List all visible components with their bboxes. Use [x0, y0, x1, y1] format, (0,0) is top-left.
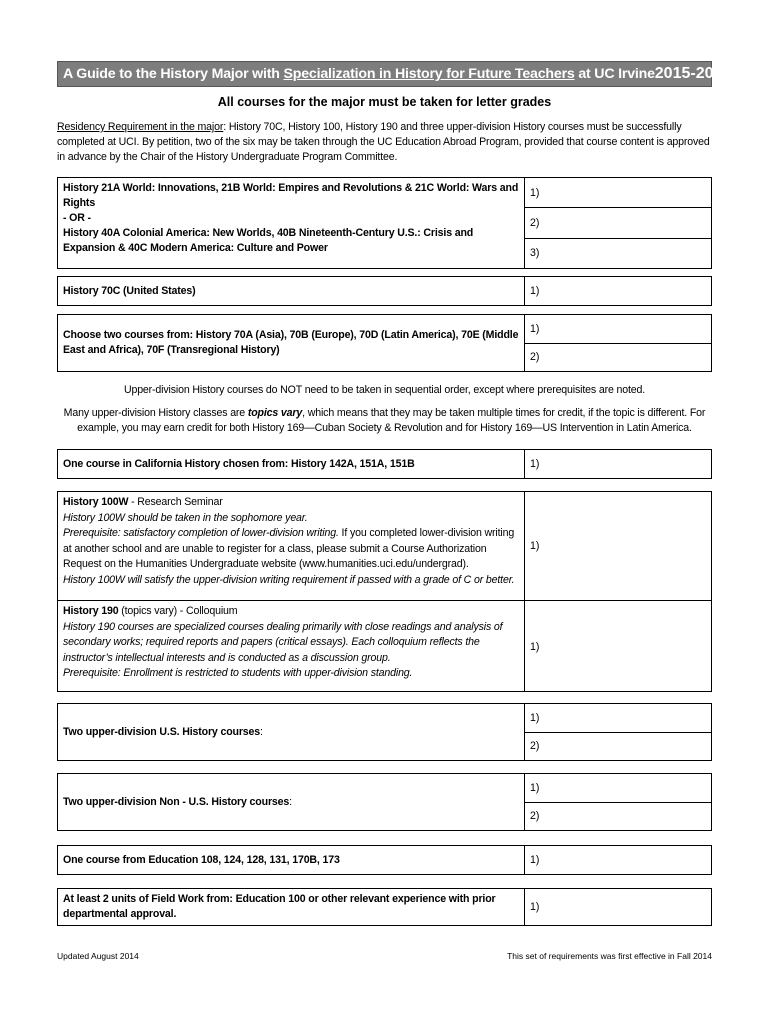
seminar-colloquium-box: [57, 491, 712, 692]
entry-slot: 1): [530, 458, 540, 470]
history-70-choice-text: Choose two courses from: History 70A (Asia), 70B (Europe), 70D (Latin America), 70E (Middle East and Africa), 70F (Transregional History): [58, 315, 525, 371]
california-history-text: One course in California History chosen from: History 142A, 151A, 151B: [58, 450, 525, 478]
history-190-details: History 190 (topics vary) - Colloquium History 190 courses are specialized courses dealing primarily with close readings and analysis of secondary works; required reports and papers (critical essays). Each colloquium reflects the instructor’s intellectual interests and is conducted as a discussion group. Prerequisite: Enrollment is restricted to students with upper-division standing.: [58, 601, 525, 692]
history-70-choice-box: [57, 314, 712, 372]
effective-date-note: This set of requirements was first effective in Fall 2014: [507, 951, 712, 961]
us-history-box: [57, 703, 712, 761]
lower-division-survey-box: [57, 177, 712, 269]
entry-slot: 1): [530, 322, 540, 335]
entry-slot: 1): [530, 640, 540, 653]
history-70c-box: [57, 276, 712, 306]
banner-year: 2015-2016: [654, 65, 732, 82]
entry-slot: 2): [525, 732, 711, 761]
entry-slot: 2): [525, 207, 711, 237]
entry-slot: 1): [530, 285, 540, 297]
education-course-box: [57, 845, 712, 875]
letter-grade-heading: All courses for the major must be taken for letter grades: [217, 95, 552, 109]
entry-slot: 1): [530, 854, 540, 866]
updated-date: Updated August 2014: [57, 951, 139, 961]
banner-title-specialization: Specialization in History for Future Teachers: [283, 66, 575, 82]
entry-slot: 1): [530, 901, 540, 913]
california-history-box: [57, 449, 712, 479]
non-us-history-text: Two upper-division Non - U.S. History courses:: [58, 774, 525, 830]
field-work-text: At least 2 units of Field Work from: Education 100 or other relevant experience with prior departmental approval.: [58, 889, 525, 925]
topics-vary-note: Many upper-division History classes are topics vary, which means that they may be taken multiple times for credit, if the topic is different. For example, you may earn credit for both History 169—Cuban Society & Revolution and for History 169—US Intervention in Latin America.: [63, 407, 706, 434]
entry-slot: 2): [525, 343, 711, 372]
topics-vary-emphasis: topics vary: [247, 407, 303, 419]
sequential-order-note: Upper-division History courses do NOT need to be taken in sequential order, except where prerequisites are noted.: [123, 384, 646, 396]
history-100w-details: History 100W - Research Seminar History 100W should be taken in the sophomore year. Prerequisite: satisfactory completion of lower-division writing. If you completed lower-division writing at another school and are unable to register for a class, please submit a Course Authorization Request on the Humanities Undergraduate website (www.humanities.uci.edu/undergrad). History 100W will satisfy the upper-division writing requirement if passed with a grade of C or better.: [58, 492, 525, 600]
non-us-history-box: [57, 773, 712, 831]
entry-slot: 1): [530, 781, 540, 794]
residency-label: Residency Requirement in the major: [57, 121, 224, 133]
education-course-text: One course from Education 108, 124, 128, 131, 170B, 173: [58, 846, 525, 874]
entry-slot: 1): [530, 540, 540, 552]
entry-slot: 1): [530, 711, 540, 724]
entry-slot: 1): [530, 186, 540, 199]
title-banner: [57, 61, 732, 87]
history-100w-row: [58, 492, 711, 600]
residency-paragraph: Residency Requirement in the major: History 70C, History 100, History 190 and three upper-division History courses must be successfully completed at UCI. By petition, two of the six may be taken through the UC Education Abroad Program, provided that course content is approved in advance by the Chair of the History Undergraduate Program Committee.: [57, 121, 710, 163]
us-history-text: Two upper-division U.S. History courses:: [58, 704, 525, 760]
history-190-row: [58, 600, 711, 692]
survey-requirement-text: History 21A World: Innovations, 21B World: Empires and Revolutions & 21C World: Wars and Rights - OR - History 40A Colonial America: New Worlds, 40B Nineteenth-Century U.S.: Crisis and Expansion & 40C Modern America: Culture and Power: [58, 178, 525, 268]
field-work-box: [57, 888, 712, 926]
entry-slot: 2): [525, 802, 711, 831]
entry-slot: 3): [525, 238, 711, 268]
banner-title: A Guide to the History Major with Specialization in History for Future Teachers at UC Irvine: [63, 66, 655, 82]
history-70c-text: History 70C (United States): [58, 277, 525, 305]
